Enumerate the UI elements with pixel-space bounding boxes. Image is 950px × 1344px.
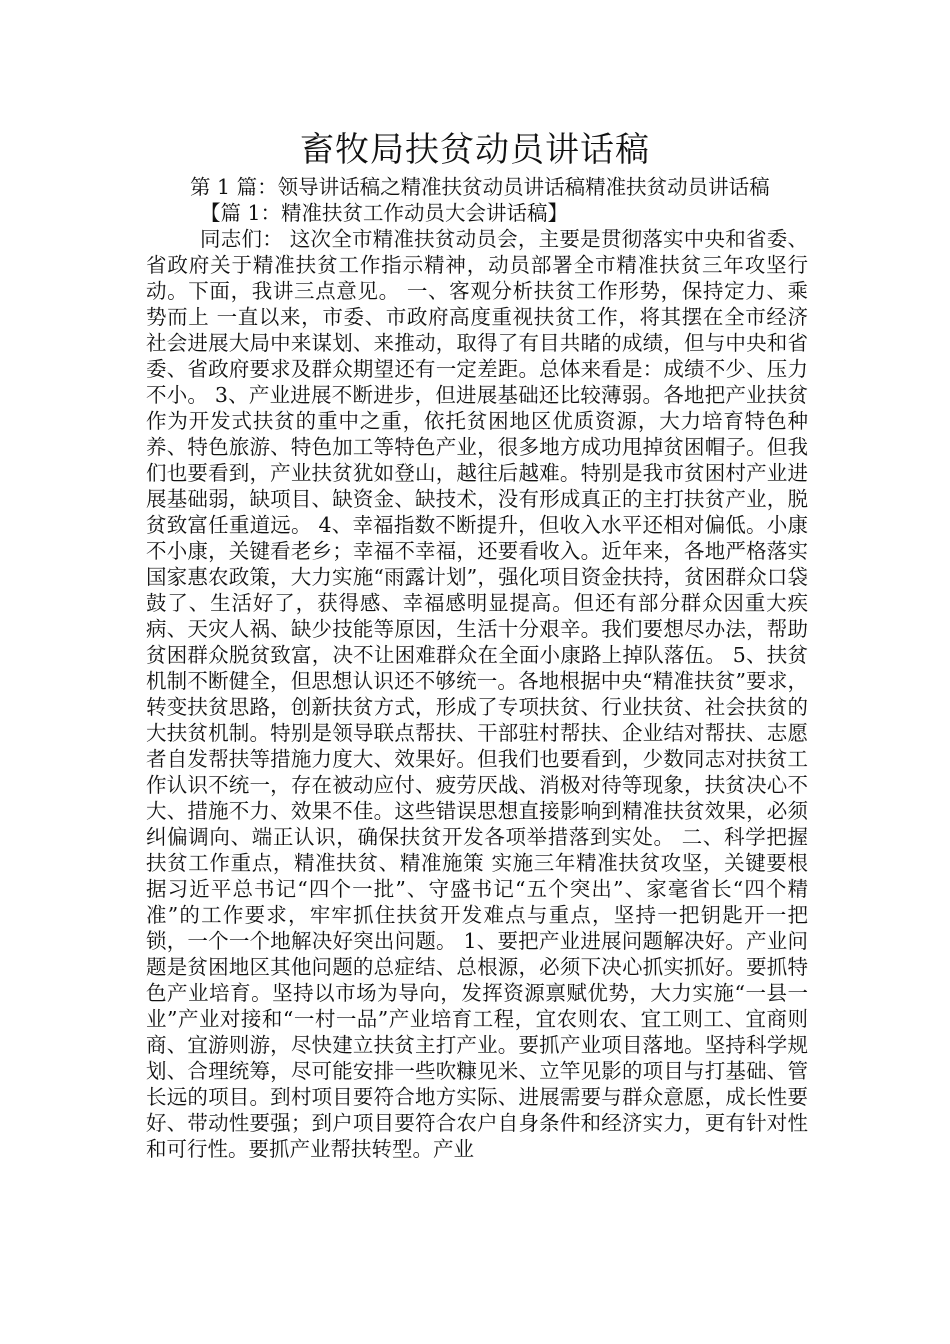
main-paragraph: 同志们： 这次全市精准扶贫动员会，主要是贯彻落实中央和省委、省政府关于精准扶贫工作指示精神，动员部署全市精准扶贫三年攻坚行动。下面，我讲三点意见。 一、客观分析扶贫工作形势，保持定力、乘势而上 一直以来，市委、市政府高度重视扶贫工作，将其摆在全市经济社会进展大局中来谋划、来推动，取得了有目共睹的成绩，但与中央和省委、省政府要求及群众期望还有一定差距。总体来看是：成绩不少、压力不小。 3、产业进展不断进步，但进展基础还比较薄弱。各地把产业扶贫作为开发式扶贫的重中之重，依托贫困地区优质资源，大力培育特色种养、特色旅游、特色加工等特色产业，很多地方成功甩掉贫困帽子。但我们也要看到，产业扶贫犹如登山，越往后越难。特别是我市贫困村产业进展基础弱，缺项目、缺资金、缺技术，没有形成真正的主打扶贫产业，脱贫致富任重道远。 4、幸福指数不断提升，但收入水平还相对偏低。小康不小康，关键看老乡；幸福不幸福，还要看收入。近年来，各地严格落实国家惠农政策，大力实施“雨露计划”，强化项目资金扶持，贫困群众口袋鼓了、生活好了，获得感、幸福感明显提高。但还有部分群众因重大疾病、天灾人祸、缺少技能等原因，生活十分艰辛。我们要想尽办法，帮助贫困群众脱贫致富，决不让困难群众在全面小康路上掉队落伍。 5、扶贫机制不断健全，但思想认识还不够统一。各地根据中央“精准扶贫”要求，转变扶贫思路，创新扶贫方式，形成了专项扶贫、行业扶贫、社会扶贫的大扶贫机制。特别是领导联点帮扶、干部驻村帮扶、企业结对帮扶、志愿者自发帮扶等措施力度大、效果好。但我们也要看到，少数同志对扶贫工作认识不统一，存在被动应付、疲劳厌战、消极对待等现象，扶贫决心不大、措施不力、效果不佳。这些错误思想直接影响到精准扶贫效果，必须纠偏调向、端正认识，确保扶贫开发各项举措落到实处。 二、科学把握扶贫工作重点，精准扶贫、精准施策 实施三年精准扶贫攻坚，关键要根据习近平总书记“四个一批”、守盛书记“五个突出”、家毫省长“四个精准”的工作要求，牢牢抓住扶贫开发难点与重点，坚持一把钥匙开一把锁，一个一个地解决好突出问题。 1、要把产业进展问题解决好。产业问题是贫困地区其他问题的总症结、总根源，必须下决心抓实抓好。要抓特色产业培育。坚持以市场为导向，发挥资源禀赋优势，大力实施“一县一业”产业对接和“一村一品”产业培育工程，宜农则农、宜工则工、宜商则商、宜游则游，尽快建立扶贫主打产业。要抓产业项目落地。坚持科学规划、合理统筹，尽可能安排一些吹糠见米、立竿见影的项目与打基础、管长远的项目。到村项目要符合地方实际、进展需要与群众意愿，成长性要好、带动性要强；到户项目要符合农户自身条件和经济实力，更有针对性和可行性。要抓产业帮扶转型。产业 [146, 227, 808, 1161]
document-title: 畜牧局扶贫动员讲话稿 [300, 130, 650, 170]
section-heading: 【篇 1：精准扶贫工作动员大会讲话稿】 [200, 201, 569, 225]
document-body [146, 174, 808, 1162]
document-subtitle: 第 1 篇：领导讲话稿之精准扶贫动员讲话稿精准扶贫动员讲话稿 [190, 175, 770, 199]
